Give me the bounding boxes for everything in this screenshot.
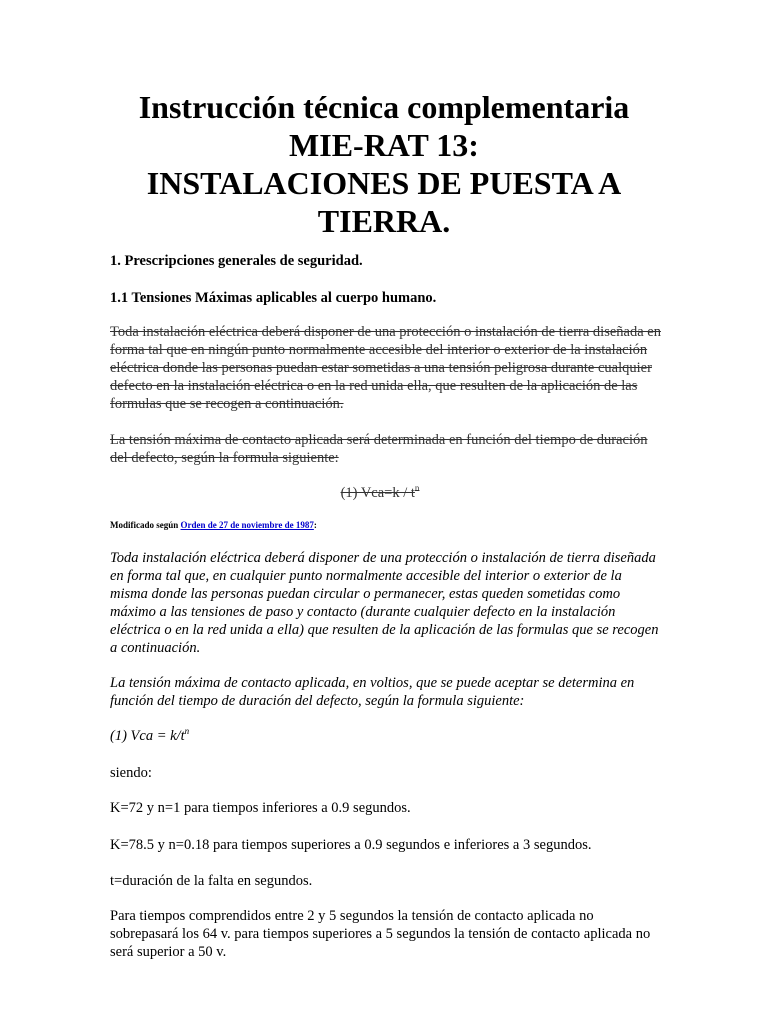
title-line-2: MIE-RAT 13: xyxy=(289,127,479,163)
italic-formula xyxy=(110,727,662,745)
struck-formula xyxy=(110,484,650,502)
italic-paragraph-2: La tensión máxima de contacto aplicada, en voltios, que se puede aceptar se determina en función del tiempo de duración del defecto, según la formula siguiente: xyxy=(110,675,635,709)
title-line-1: Instrucción técnica complementaria xyxy=(138,89,630,125)
struck-paragraph-2: La tensión máxima de contacto aplicada será determinada en función del tiempo de duración del defecto, según la formula siguiente: xyxy=(110,432,648,466)
k-definition-2: K=78.5 y n=0.18 para tiempos superiores a 0.9 segundos e inferiores a 3 segundos. xyxy=(110,837,592,853)
italic-formula-exponent: n xyxy=(184,726,190,736)
struck-formula-exponent: n xyxy=(414,483,420,493)
closing-paragraph: Para tiempos comprendidos entre 2 y 5 segundos la tensión de contacto aplicada no sobrepasará los 64 v. para tiempos superiores a 5 segundos la tensión de contacto aplicada no será superior a 50 v. xyxy=(110,908,651,960)
order-link[interactable]: Orden de 27 de noviembre de 1987 xyxy=(180,520,314,530)
k-definition-1: K=72 y n=1 para tiempos inferiores a 0.9 segundos. xyxy=(110,800,411,816)
struck-formula-text: (1) Vca=k / t xyxy=(340,485,415,501)
modified-prefix: Modificado según xyxy=(110,520,181,530)
page-title xyxy=(100,88,668,240)
section-heading-1: 1. Prescripciones generales de seguridad. xyxy=(110,253,363,269)
modified-note xyxy=(110,519,317,531)
modified-suffix: : xyxy=(313,520,317,530)
struck-paragraph-1: Toda instalación eléctrica deberá disponer de una protección o instalación de tierra diseñada en forma tal que en ningún punto normalmente accesible del interior o exterior de la instalación eléctrica donde las personas puedan estar sometidas a una tensión peligrosa durante cualquier defecto en la instalación eléctrica o en la red unida ella, que resulten de la aplicación de las formulas que se recogen a continuación. xyxy=(110,324,661,412)
siendo-label: siendo: xyxy=(110,765,152,781)
italic-formula-text: (1) Vca = k/t xyxy=(110,728,185,744)
t-definition: t=duración de la falta en segundos. xyxy=(110,873,313,889)
title-line-4: TIERRA. xyxy=(317,203,451,239)
section-heading-1-1: 1.1 Tensiones Máximas aplicables al cuerpo humano. xyxy=(110,290,437,306)
italic-paragraph-1: Toda instalación eléctrica deberá disponer de una protección o instalación de tierra diseñada en forma tal que, en cualquier punto normalmente accesible del interior o exterior de la misma donde las personas puedan circular o permanecer, estas queden sometidas como máximo a las tensiones de paso y contacto (durante cualquier defecto en la instalación eléctrica o en la red unida a ella) que resulten de la aplicación de las formulas que se recogen a continuación. xyxy=(110,550,659,656)
title-line-3: INSTALACIONES DE PUESTA A xyxy=(146,165,622,201)
